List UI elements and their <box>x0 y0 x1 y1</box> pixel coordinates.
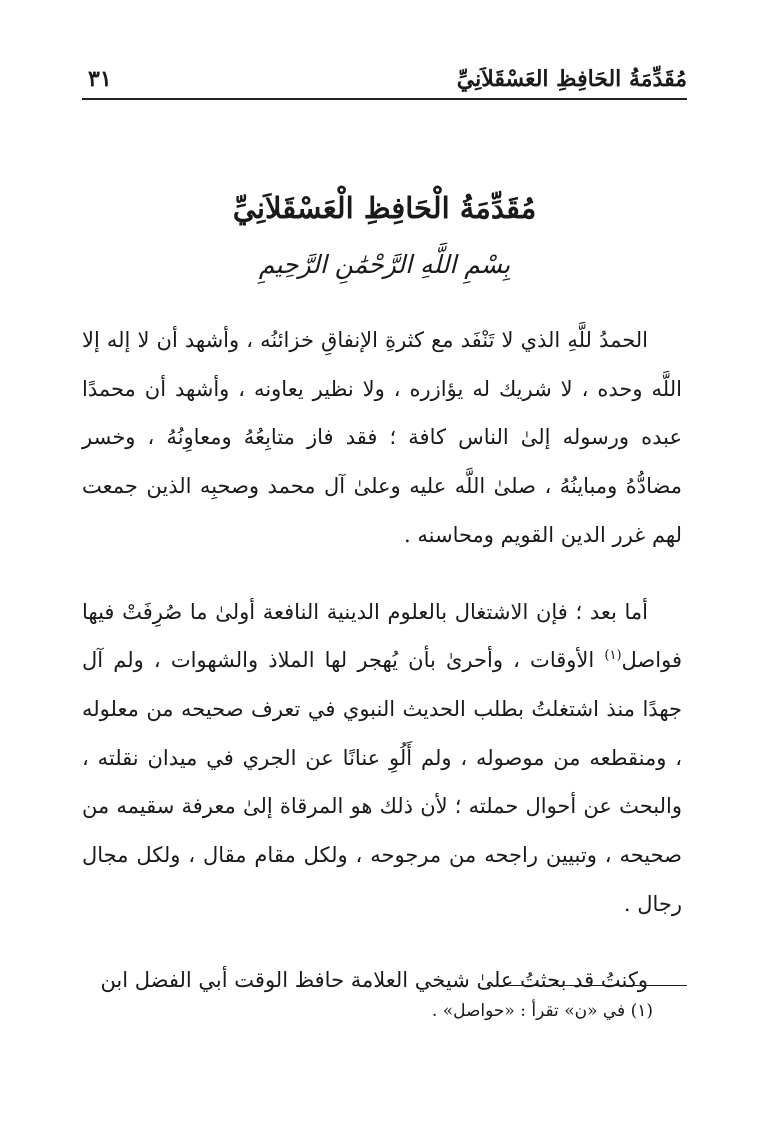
paragraph-opening-praise: الحمدُ للَّهِ الذي لا تَنْفَد مع كثرةِ الإنفاقِ خزائنُه ، وأشهد أن لا إله إلا اللَّه وحده ، لا شريك له يؤازره ، ولا نظير يعاونه ، وأشهد أن محمدًا عبده ورسوله إلىٰ الناس كافة ؛ فقد فاز متابِعُهُ ومعاوِنُهُ ، وخسر مضادُّهُ ومباينُهُ ، صلىٰ اللَّه عليه وعلىٰ آل محمد وصحبِه الذين جمعت لهم غرر الدين القويم ومحاسنه . <box>82 328 682 547</box>
paragraph-shaykh: وكنتُ قد بحثتُ علىٰ شيخي العلامة حافظ الوقت أبي الفضل ابن <box>100 968 648 993</box>
chapter-title: مُقَدِّمَةُ الْحَافِظِ الْعَسْقَلاَنِيِّ <box>232 191 537 225</box>
running-title: مُقَدِّمَةُ الحَافِظِ العَسْقَلاَنِيِّ <box>456 66 687 92</box>
running-header <box>82 62 687 100</box>
footnote-divider <box>487 985 687 986</box>
footnote: (١) في «ن» تقرأ : «حواصل» . <box>431 1001 653 1021</box>
footnote-reference[interactable]: (١) <box>604 648 622 664</box>
body-text <box>82 316 682 1005</box>
paragraph-amma-bad <box>82 588 682 929</box>
paragraph-amma-bad-start: أما بعد ؛ فإن الاشتغال بالعلوم الدينية النافعة أولىٰ ما صُرِفَتْ فيها فواصل <box>82 599 682 673</box>
paragraph-amma-bad-rest: الأوقات ، وأحرىٰ بأن يُهجر لها الملاذ والشهوات ، ولم آل جهدًا منذ اشتغلتُ بطلب الحديث النبوي في تعرف صحيحه من معلوله ، ومنقطعه من موصوله ، ولم أَلُوِ عنانًا عن الجري في ميدان نقلته ، والبحث عن أحوال حملته ؛ لأن ذلك هو المرقاة إلىٰ معرفة سقيمه من صحيحه ، وتبيين راجحه من مرجوحه ، ولكل مقام مقال ، ولكل مجال رجال . <box>82 648 682 916</box>
basmala: بِسْمِ اللَّهِ الرَّحْمَٰنِ الرَّحِيمِ <box>258 250 511 279</box>
page-number: ٣١ <box>88 66 112 92</box>
